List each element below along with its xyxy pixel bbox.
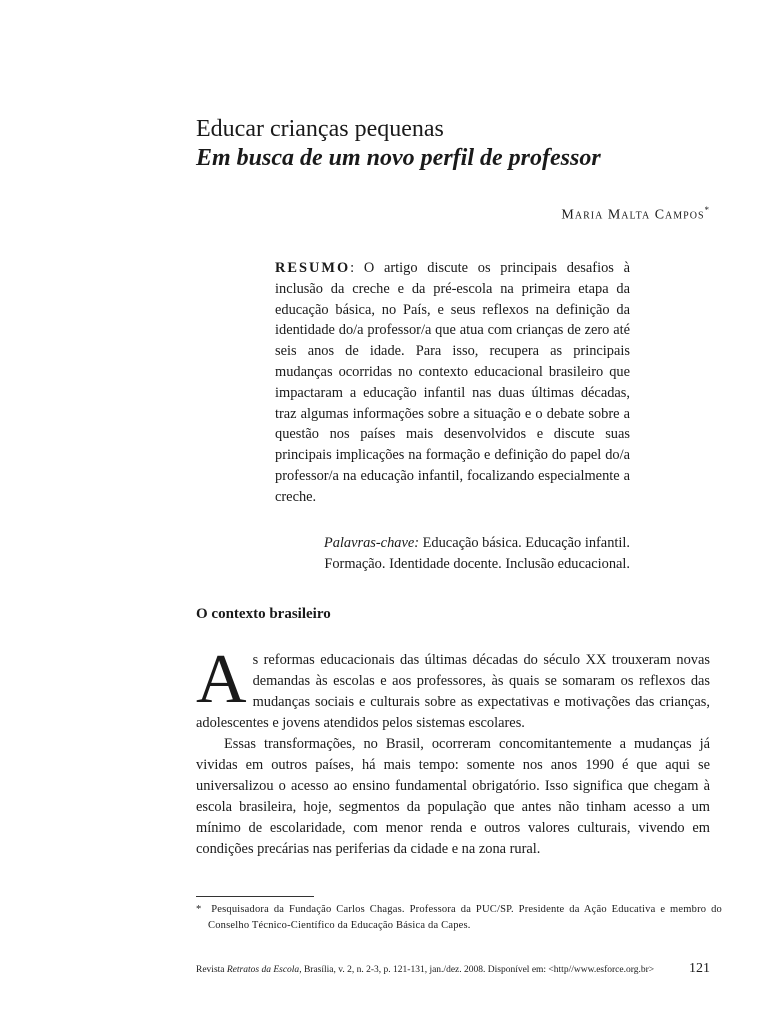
author-text: Maria Malta Campos <box>561 207 705 223</box>
author-name <box>561 205 710 224</box>
journal-citation <box>196 965 654 975</box>
page-number: 121 <box>689 961 710 976</box>
article-title: Educar crianças pequenas <box>196 116 444 142</box>
citation-prefix: Revista <box>196 965 227 975</box>
author-footnote-marker: * <box>704 205 710 215</box>
keywords <box>275 533 630 575</box>
abstract <box>275 258 630 508</box>
article-subtitle: Em busca de um novo perfil de professor <box>196 145 601 171</box>
drop-cap: A <box>196 641 247 718</box>
footnote-divider <box>196 896 314 897</box>
footnote <box>196 902 722 934</box>
abstract-text: : O artigo discute os principais desafios à inclusão da creche e da pré-escola na primeira etapa da educação básica, no País, e seus reflexos na definição da identidade do/a professor/a que atua com crianças de zero até seis anos de idade. Para isso, recupera as principais mudanças ocorridas no contexto educacional brasileiro que impactaram a educação infantil nas duas últimas décadas, traz algumas informações sobre a situação e o debate sobre a questão nos países mais desenvolvidos e discute suas principais implicações na formação e definição do papel do/a professor/a na educação infantil, focalizando especialmente a creche. <box>275 260 630 505</box>
abstract-heading: RESUMO <box>275 260 351 276</box>
paragraph-1 <box>196 641 710 734</box>
keywords-text: Educação básica. Educação infantil. Formação. Identidade docente. Inclusão educacional. <box>324 535 630 572</box>
paragraph-1-text: s reformas educacionais das últimas décadas do século XX trouxeram novas demandas às escolas e aos professores, às quais se somaram os reflexos das mudanças sociais e culturais sobre as expectativas e motivações das crianças, adolescentes e jovens atendidos pelos sistemas escolares. <box>196 652 710 731</box>
paragraph-2: Essas transformações, no Brasil, ocorreram concomitantemente a mudanças já vividas em outros países, há mais tempo: somente nos anos 1990 é que aqui se universalizou o acesso ao ensino fundamental obrigatório. Isso significa que chegam à escola brasileira, hoje, segmentos da população que antes não tinham acesso a um mínimo de escolaridade, com menor renda e outros valores culturais, vivendo em condições precárias nas periferias da cidade e na zona rural. <box>196 736 710 857</box>
body-text <box>196 641 710 860</box>
footnote-marker: * <box>196 904 202 915</box>
section-heading: O contexto brasileiro <box>196 606 331 622</box>
footnote-text: Pesquisadora da Fundação Carlos Chagas. Professora da PUC/SP. Presidente da Ação Educativa e membro do Conselho Técnico-Científico da Educação Básica da Capes. <box>208 904 723 931</box>
title-block <box>196 115 716 173</box>
citation-journal: Retratos da Escola <box>226 965 300 975</box>
keywords-label: Palavras-chave: <box>323 535 420 551</box>
citation-details: , Brasília, v. 2, n. 2-3, p. 121-131, jan./dez. 2008. Disponível em: <http//www.esforce.org.br> <box>299 965 655 975</box>
